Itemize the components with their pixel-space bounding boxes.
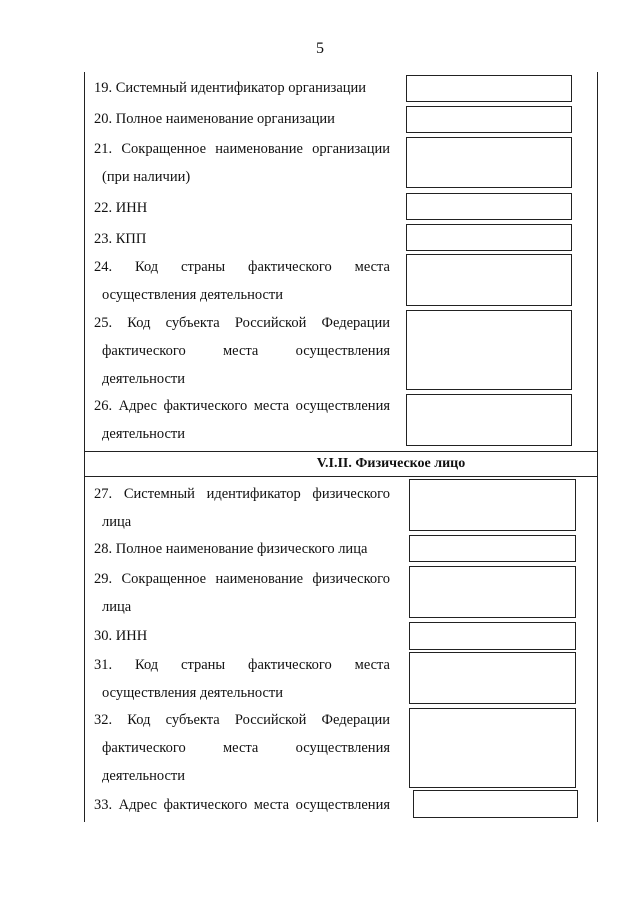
section-header-physical-person: V.I.II. Физическое лицо xyxy=(84,451,598,477)
field-label-28: 28. Полное наименование физического лица xyxy=(94,541,368,557)
field-label-19: 19. Системный идентификатор организации xyxy=(94,80,367,96)
field-label-29: 29. Сокращенное наименование физического лица xyxy=(94,571,390,615)
field-label-20: 20. Полное наименование организации xyxy=(94,111,335,127)
field-box-28[interactable] xyxy=(409,535,576,562)
field-box-27[interactable] xyxy=(409,479,576,531)
field-box-32[interactable] xyxy=(409,708,576,788)
field-label-25: 25. Код субъекта Российской Федерации фактического места осуществления деятельности xyxy=(94,315,390,387)
field-box-26[interactable] xyxy=(406,394,572,446)
field-box-33[interactable] xyxy=(413,790,578,818)
table-right-border xyxy=(597,72,598,822)
field-label-24: 24. Код страны фактического места осуществления деятельности xyxy=(94,259,390,303)
field-label-27: 27. Системный идентификатор физического лица xyxy=(94,486,390,530)
field-label-31: 31. Код страны фактического места осуществления деятельности xyxy=(94,657,390,701)
field-box-30[interactable] xyxy=(409,622,576,650)
field-box-25[interactable] xyxy=(406,310,572,390)
field-box-31[interactable] xyxy=(409,652,576,704)
field-label-32: 32. Код субъекта Российской Федерации фактического места осуществления деятельности xyxy=(94,712,390,784)
field-label-21: 21. Сокращенное наименование организации (при наличии) xyxy=(94,141,390,185)
field-box-22[interactable] xyxy=(406,193,572,220)
field-label-23: 23. КПП xyxy=(94,231,147,247)
field-box-23[interactable] xyxy=(406,224,572,251)
field-label-33: 33. Адрес фактического места осуществления xyxy=(94,797,390,813)
table-left-border xyxy=(84,72,85,822)
field-box-19[interactable] xyxy=(406,75,572,102)
field-box-21[interactable] xyxy=(406,137,572,188)
page-number: 5 xyxy=(316,40,324,57)
field-box-24[interactable] xyxy=(406,254,572,306)
field-label-26: 26. Адрес фактического места осуществления деятельности xyxy=(94,398,390,442)
field-label-30: 30. ИНН xyxy=(94,628,148,644)
field-box-29[interactable] xyxy=(409,566,576,618)
field-box-20[interactable] xyxy=(406,106,572,133)
field-label-22: 22. ИНН xyxy=(94,200,148,216)
